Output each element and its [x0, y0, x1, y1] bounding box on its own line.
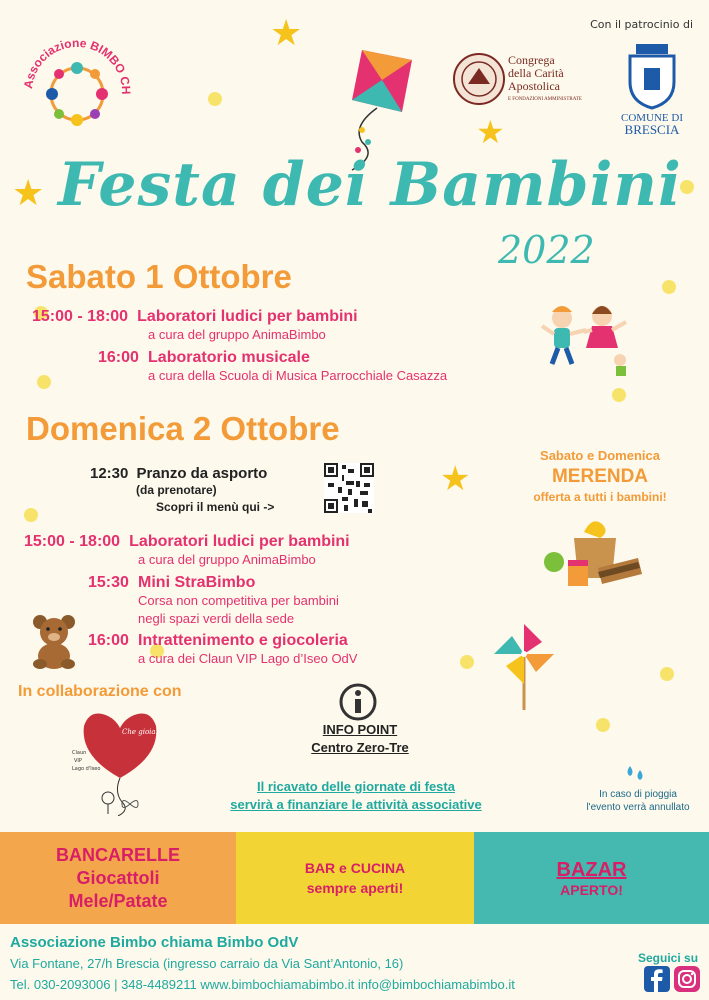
ricavato-note: Il ricavato delle giornate di festa servirà a finanziare le attività associative: [230, 779, 482, 812]
event-time: 15:00 - 18:00: [32, 308, 129, 325]
star-icon: ★: [476, 113, 505, 151]
decor-dot: [662, 280, 676, 294]
sunday-event: [24, 531, 350, 551]
comune-name: COMUNE DI BRESCIA: [620, 112, 684, 137]
decor-dot: [660, 667, 674, 681]
svg-text:Che gioia!: Che gioia!: [122, 728, 159, 736]
event-activity: Laboratorio musicale: [148, 349, 310, 366]
butterfly-icon: [120, 796, 140, 815]
event-sub: negli spazi verdi della sede: [138, 611, 295, 626]
decor-dot: [208, 92, 222, 106]
merenda-note: offerta a tutti i bambini!: [533, 490, 667, 504]
brescia-coat-of-arms-icon: [622, 42, 682, 114]
footer-association-name: Associazione Bimbo chiama Bimbo OdV: [10, 934, 299, 951]
raindrop-icon: [624, 764, 648, 788]
saturday-event: [32, 306, 358, 326]
teddy-bear-icon: [26, 612, 82, 674]
saturday-event: [98, 347, 310, 367]
decor-dot: [37, 375, 51, 389]
bazar-panel: BAZAR APERTO!: [474, 832, 709, 924]
event-year: 2022: [498, 228, 595, 272]
star-icon: ★: [440, 459, 471, 499]
merenda-title: MERENDA: [551, 466, 649, 487]
pinwheel-icon: [492, 622, 556, 716]
claun-name: Claun: [72, 750, 87, 756]
footer-contacts[interactable]: Tel. 030-2093006 | 348-4489211 www.bimbochiamabimbo.it info@bimbochiamabimbo.it: [10, 977, 515, 992]
heart-balloon-icon: [60, 706, 170, 820]
decor-dot: [460, 655, 474, 669]
instagram-icon[interactable]: [674, 966, 700, 996]
kids-playing-icon: [540, 298, 640, 382]
event-activity: Mini StraBimbo: [138, 574, 256, 591]
lunch-activity: Pranzo da asporto: [136, 465, 268, 482]
event-activity: Intrattenimento e giocoleria: [138, 632, 348, 649]
event-sub: a cura del gruppo AnimaBimbo: [138, 552, 316, 567]
sunday-event: [88, 630, 348, 650]
decor-dot: [612, 388, 626, 402]
svg-text:Associazione BIMBO CHIAMA BIMB: Associazione BIMBO CH: [21, 35, 134, 95]
facebook-icon[interactable]: [644, 966, 670, 996]
star-icon: ★: [270, 13, 303, 54]
event-time: 15:30: [88, 574, 129, 591]
info-point-location: Centro Zero-Tre: [311, 740, 409, 755]
congrega-name: Congrega della Carità Apostolica E FONDAZIONI AMMINISTRATE: [508, 53, 582, 102]
lunch-event: [90, 463, 267, 482]
association-logo: [12, 22, 142, 152]
social-label: Seguici su: [638, 951, 699, 965]
bar-cucina-panel: BAR e CUCINA sempre aperti!: [236, 832, 474, 924]
congrega-seal-icon: [452, 52, 506, 110]
decor-dot: [24, 508, 38, 522]
lunch-time: 12:30: [90, 465, 129, 482]
event-sub: a cura dei Claun VIP Lago d’Iseo OdV: [138, 651, 358, 666]
collaboration-label: In collaborazione con: [18, 683, 182, 700]
bancarelle-panel: BANCARELLE Giocattoli Mele/Patate: [0, 832, 236, 924]
qr-code-icon[interactable]: [324, 463, 374, 517]
event-activity: Laboratori ludici per bambini: [129, 533, 350, 550]
snack-basket-icon: [540, 512, 650, 596]
claun-name: Lago d'Iseo: [72, 766, 101, 772]
info-icon: [338, 682, 378, 726]
patrocinio-label: Con il patrocinio di: [590, 18, 693, 31]
rain-note: In caso di pioggia l'evento verrà annullato: [586, 789, 690, 813]
claun-name: VIP: [74, 758, 82, 764]
event-time: 15:00 - 18:00: [24, 533, 121, 550]
lunch-note: (da prenotare): [136, 483, 217, 497]
sunday-event: [88, 572, 255, 592]
sunday-title: Domenica 2 Ottobre: [26, 410, 340, 447]
saturday-title: Sabato 1 Ottobre: [26, 258, 292, 295]
event-sub: Corsa non competitiva per bambini: [138, 593, 339, 608]
menu-link[interactable]: Scopri il menù qui ->: [156, 500, 275, 514]
event-sub: a cura della Scuola di Musica Parrocchiale Casazza: [148, 368, 448, 383]
star-icon: ★: [12, 173, 45, 214]
event-title: Festa dei Bambini: [58, 150, 682, 220]
decor-dot: [596, 718, 610, 732]
event-sub: a cura del gruppo AnimaBimbo: [148, 327, 326, 342]
decor-dot: [680, 180, 694, 194]
footer-address: Via Fontane, 27/h Brescia (ingresso carraio da Via Sant’Antonio, 16): [10, 956, 404, 971]
event-activity: Laboratori ludici per bambini: [137, 308, 358, 325]
info-point-label: INFO POINT: [322, 722, 398, 737]
merenda-days: Sabato e Domenica: [540, 448, 660, 463]
event-time: 16:00: [88, 632, 129, 649]
event-time: 16:00: [98, 349, 139, 366]
